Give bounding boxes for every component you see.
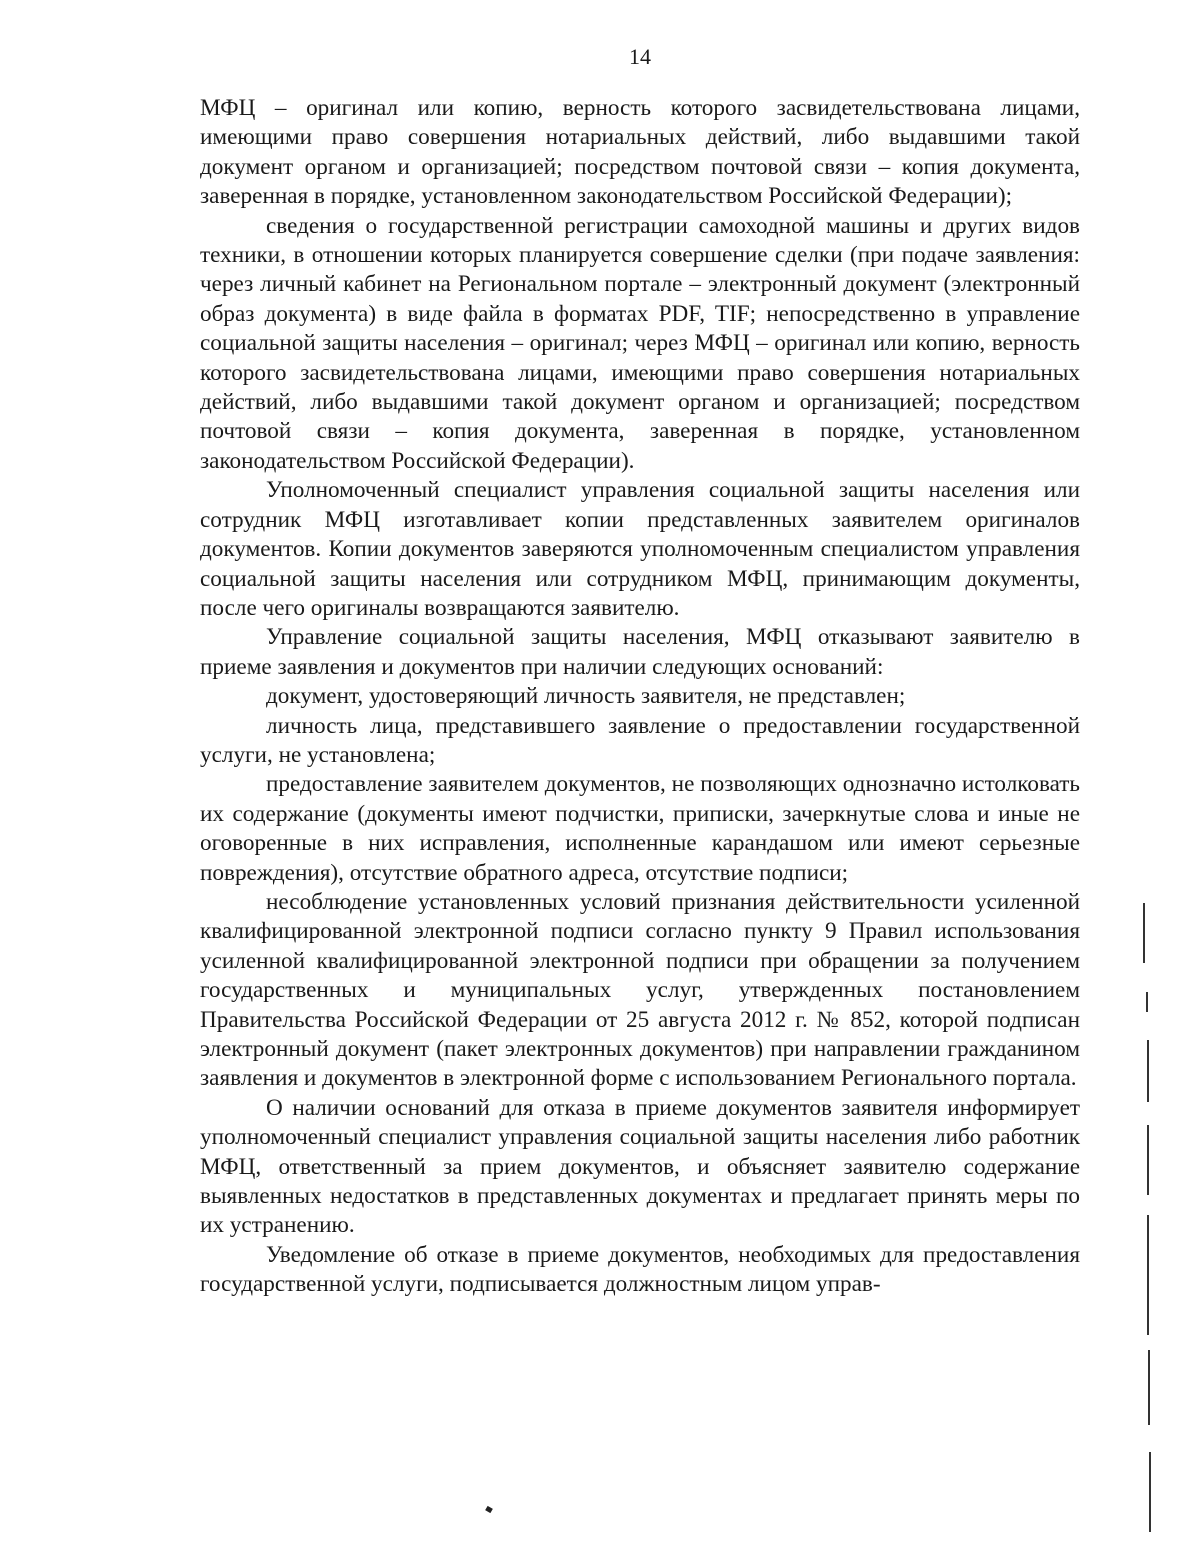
paragraph-10: Уведомление об отказе в приеме документов, необходимых для предоставления государственной услуги, подписывается должностным лицом управ-	[200, 1241, 1080, 1298]
paragraph-6: личность лица, представившего заявление о предоставлении государственной услуги, не установлена;	[200, 712, 1080, 768]
scan-dot	[485, 1506, 493, 1513]
scan-mark	[1147, 1040, 1149, 1102]
scan-mark	[1149, 1452, 1151, 1532]
paragraph-9: О наличии оснований для отказа в приеме документов заявителя информирует уполномоченный специалист управления социальной защиты населения либо работник МФЦ, ответственный за прием документов, и объясняет заявителю содержание выявленных недостатков в представленных документах и предлагает принять меры по их устранению.	[200, 1094, 1080, 1239]
paragraph-8: несоблюдение установленных условий признания действительности усиленной квалифицированной электронной подписи согласно пункту 9 Правил использования усиленной квалифицированной электронной подписи при обращении за получением государственных и муниципальных услуг, утвержденных постановлением Правительства Российской Федерации от 25 августа 2012 г. № 852, которой подписан электронный документ (пакет электронных документов) при направлении гражданином заявления и документов в электронной форме с использованием Регионального портала.	[200, 888, 1080, 1092]
paragraph-2: сведения о государственной регистрации самоходной машины и других видов техники, в отношении которых планируется совершение сделки (при подаче заявления: через личный кабинет на Региональном портале – электронный документ (электронный образ документа) в виде файла в форматах PDF, TIF; непосредственно в управление социальной защиты населения – оригинал; через МФЦ – оригинал или копию, верность которого засвидетельствована лицами, имеющими право совершения нотариальных действий, либо выдавшими такой документ органом и организацией; посредством почтовой связи – копия документа, заверенная в порядке, установленном законодательством Российской Федерации).	[200, 212, 1080, 474]
scan-mark	[1146, 992, 1148, 1012]
scan-mark	[1147, 1215, 1149, 1335]
page-number: 14	[629, 44, 651, 69]
scan-mark	[1148, 1350, 1150, 1425]
paragraph-7: предоставление заявителем документов, не позволяющих однозначно истолковать их содержание (документы имеют подчистки, приписки, зачеркнутые слова и иные не оговоренные в них исправления, исполненные карандашом или имеют серьезные повреждения), отсутствие обратного адреса, отсутствие подписи;	[200, 771, 1080, 886]
document-body	[200, 94, 1080, 1300]
scan-mark	[1143, 903, 1145, 963]
paragraph-3: Уполномоченный специалист управления социальной защиты населения или сотрудник МФЦ изготавливает копии представленных заявителем оригиналов документов. Копии документов заверяются уполномоченным специалистом управления социальной защиты населения или сотрудником МФЦ, принимающим документы, после чего оригиналы возвращаются заявителю.	[200, 477, 1080, 621]
paragraph-5: документ, удостоверяющий личность заявителя, не представлен;	[266, 683, 906, 710]
paragraph-1: МФЦ – оригинал или копию, верность которого засвидетельствована лицами, имеющими право совершения нотариальных действий, либо выдавшими такой документ органом и организацией; посредством почтовой связи – копия документа, заверенная в порядке, установленном законодательством Российской Федерации);	[200, 95, 1080, 210]
scan-mark	[1147, 1125, 1149, 1195]
paragraph-4: Управление социальной защиты населения, МФЦ отказывают заявителю в приеме заявления и документов при наличии следующих оснований:	[200, 624, 1080, 680]
